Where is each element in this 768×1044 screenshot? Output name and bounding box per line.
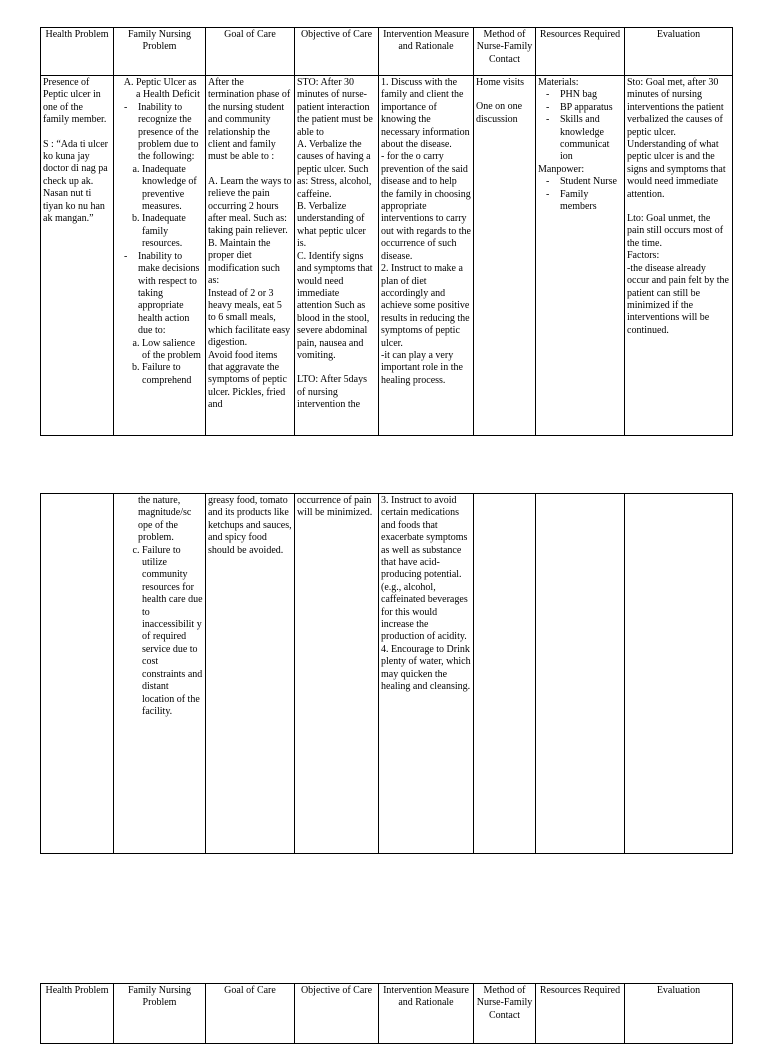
header-row <box>41 984 733 1044</box>
health-problem-cell <box>41 494 114 854</box>
body-row <box>41 494 733 854</box>
care-plan-table-page2 <box>40 493 733 854</box>
health-problem-text: Presence of Peptic ulcer in one of the family member. <box>43 77 107 126</box>
material-item: - BP apparatus <box>560 102 622 114</box>
intervention-2: 2. Instruct to make a plan of diet accordingly and achieve some positive results in reducing the symptoms of peptic ulcer. <box>381 263 470 349</box>
body-row <box>41 76 733 436</box>
intervention-cell <box>379 494 474 854</box>
material-item: - PHN bag <box>560 89 622 101</box>
care-plan-table-page1 <box>40 27 733 436</box>
objective-b: B. Verbalize understanding of what peptic ulcer is. <box>297 201 366 250</box>
header-method: Method of Nurse-Family Contact <box>474 28 536 76</box>
goal-cell <box>206 76 295 436</box>
resources-cell <box>536 494 625 854</box>
header-health-problem: Health Problem <box>41 984 114 1044</box>
family-problem-sub-c: c. Failure to utilize community resources for health care due to inaccessibilit y of required service due to cost constraints and distant location of the facility. <box>142 545 203 719</box>
header-health-problem: Health Problem <box>41 28 114 76</box>
header-resources: Resources Required <box>536 984 625 1044</box>
intervention-1: 1. Discuss with the family and client the importance of knowing the necessary information about the disease. <box>381 77 470 151</box>
header-intervention: Intervention Measure and Rationale <box>379 28 474 76</box>
health-problem-cell <box>41 76 114 436</box>
method-cell <box>474 76 536 436</box>
objective-lto: LTO: After 5days of nursing intervention the <box>297 374 367 411</box>
objective-c: C. Identify signs and symptoms that would need immediate attention Such as blood in the stool, severe abdominal pain, nausea and vomiting. <box>297 250 373 361</box>
header-objective-of-care: Objective of Care <box>295 984 379 1044</box>
goal-continued: greasy food, tomato and its products like ketchups and sauces, and spicy food should be avoided. <box>208 495 292 556</box>
intervention-cell <box>379 76 474 436</box>
family-problem-dash1: - Inability to recognize the presence of the problem due to the following: <box>138 102 203 164</box>
family-problem-sub2-b: b. Failure to comprehend <box>142 362 203 387</box>
objective-cell <box>295 76 379 436</box>
evaluation-factors-text: -the disease already occur and pain felt by the patient can still be minimized if the interventions will be continued. <box>627 262 729 336</box>
health-problem-quote: S : “Ada ti ulcer ko kuna jay doctor di nag pa check up ak. Nasan nut ti tiyan ko nu han ak mangan.” <box>43 138 108 225</box>
rationale-1: - for the o carry prevention of the said disease and to help the family in choosing appropriate interventions to carry out with regards to the occurrence of such disease. <box>381 151 471 262</box>
method-cell <box>474 494 536 854</box>
intervention-4: 4. Encourage to Drink plenty of water, which may quicken the healing and cleansing. <box>381 643 471 693</box>
family-problem-sub-b: b. Inadequate family resources. <box>142 213 203 250</box>
objective-a: A. Verbalize the causes of having a peptic ulcer. Such as: Stress, alcohol, caffeine. <box>297 139 372 200</box>
family-problem-sub-a: a. Inadequate knowledge of preventive measures. <box>142 164 203 214</box>
header-objective-of-care: Objective of Care <box>295 28 379 76</box>
care-plan-table-page3 <box>40 983 733 1044</box>
material-item: - Skills and knowledge communicat ion <box>560 114 622 164</box>
header-method: Method of Nurse-Family Contact <box>474 984 536 1044</box>
manpower-label: Manpower: <box>538 163 585 175</box>
intervention-3: 3. Instruct to avoid certain medications and foods that exacerbate symptoms as well as substance that have acid-producing potential. (e.g., alcohol, caffeinated beverages for this would increase the production of acidity. <box>381 495 468 643</box>
evaluation-cell <box>625 494 733 854</box>
header-goal-of-care: Goal of Care <box>206 28 295 76</box>
goal-b: B. Maintain the proper diet modification such as: <box>208 237 280 287</box>
rationale-2: -it can play a very important role in the healing process. <box>381 349 463 386</box>
family-problem-main: A. Peptic Ulcer as a Health Deficit <box>136 77 203 102</box>
method-1: Home visits <box>476 77 525 88</box>
goal-a: A. Learn the ways to relieve the pain occurring 2 hours after meal. Such as: taking pain reliever. <box>208 175 292 237</box>
manpower-item: - Student Nurse <box>560 176 622 188</box>
evaluation-cell <box>625 76 733 436</box>
family-problem-dash2: - Inability to make decisions with respect to taking appropriate health action due to: <box>138 251 203 338</box>
family-problem-cell <box>114 494 206 854</box>
method-2: One on one discussion <box>476 101 523 125</box>
family-problem-cell <box>114 76 206 436</box>
goal-d: Avoid food items that aggravate the symptoms of peptic ulcer. Pickles, fried and <box>208 349 287 411</box>
resources-cell <box>536 76 625 436</box>
family-problem-sub2-a: a. Low salience of the problem <box>142 338 203 363</box>
header-family-nursing-problem: Family Nursing Problem <box>114 984 206 1044</box>
header-row <box>41 28 733 76</box>
header-evaluation: Evaluation <box>625 28 733 76</box>
header-intervention: Intervention Measure and Rationale <box>379 984 474 1044</box>
header-family-nursing-problem: Family Nursing Problem <box>114 28 206 76</box>
materials-label: Materials: <box>538 77 579 88</box>
goal-cell <box>206 494 295 854</box>
evaluation-sto: Sto: Goal met, after 30 minutes of nursing interventions the patient verbalized the causes of peptic ulcer. Understanding of what peptic ulcer is and the signs and symptoms that would need immediate attention. <box>627 77 726 200</box>
objective-sto: STO: After 30 minutes of nurse-patient interaction the patient must be able to <box>297 77 373 138</box>
header-resources: Resources Required <box>536 28 625 76</box>
objective-cell <box>295 494 379 854</box>
evaluation-factors-label: Factors: <box>627 250 660 262</box>
goal-intro: After the termination phase of the nursing student and community relationship the client and family must be able to : <box>208 77 291 163</box>
evaluation-lto: Lto: Goal unmet, the pain still occurs most of the time. <box>627 213 724 249</box>
header-evaluation: Evaluation <box>625 984 733 1044</box>
header-goal-of-care: Goal of Care <box>206 984 295 1044</box>
objective-continued: occurrence of pain will be minimized. <box>297 495 373 519</box>
family-problem-continued: the nature, magnitude/sc ope of the problem. <box>138 495 192 544</box>
manpower-item: - Family members <box>560 189 622 214</box>
goal-c: Instead of 2 or 3 heavy meals, eat 5 to 6 small meals, which facilitate easy digestion. <box>208 287 291 349</box>
